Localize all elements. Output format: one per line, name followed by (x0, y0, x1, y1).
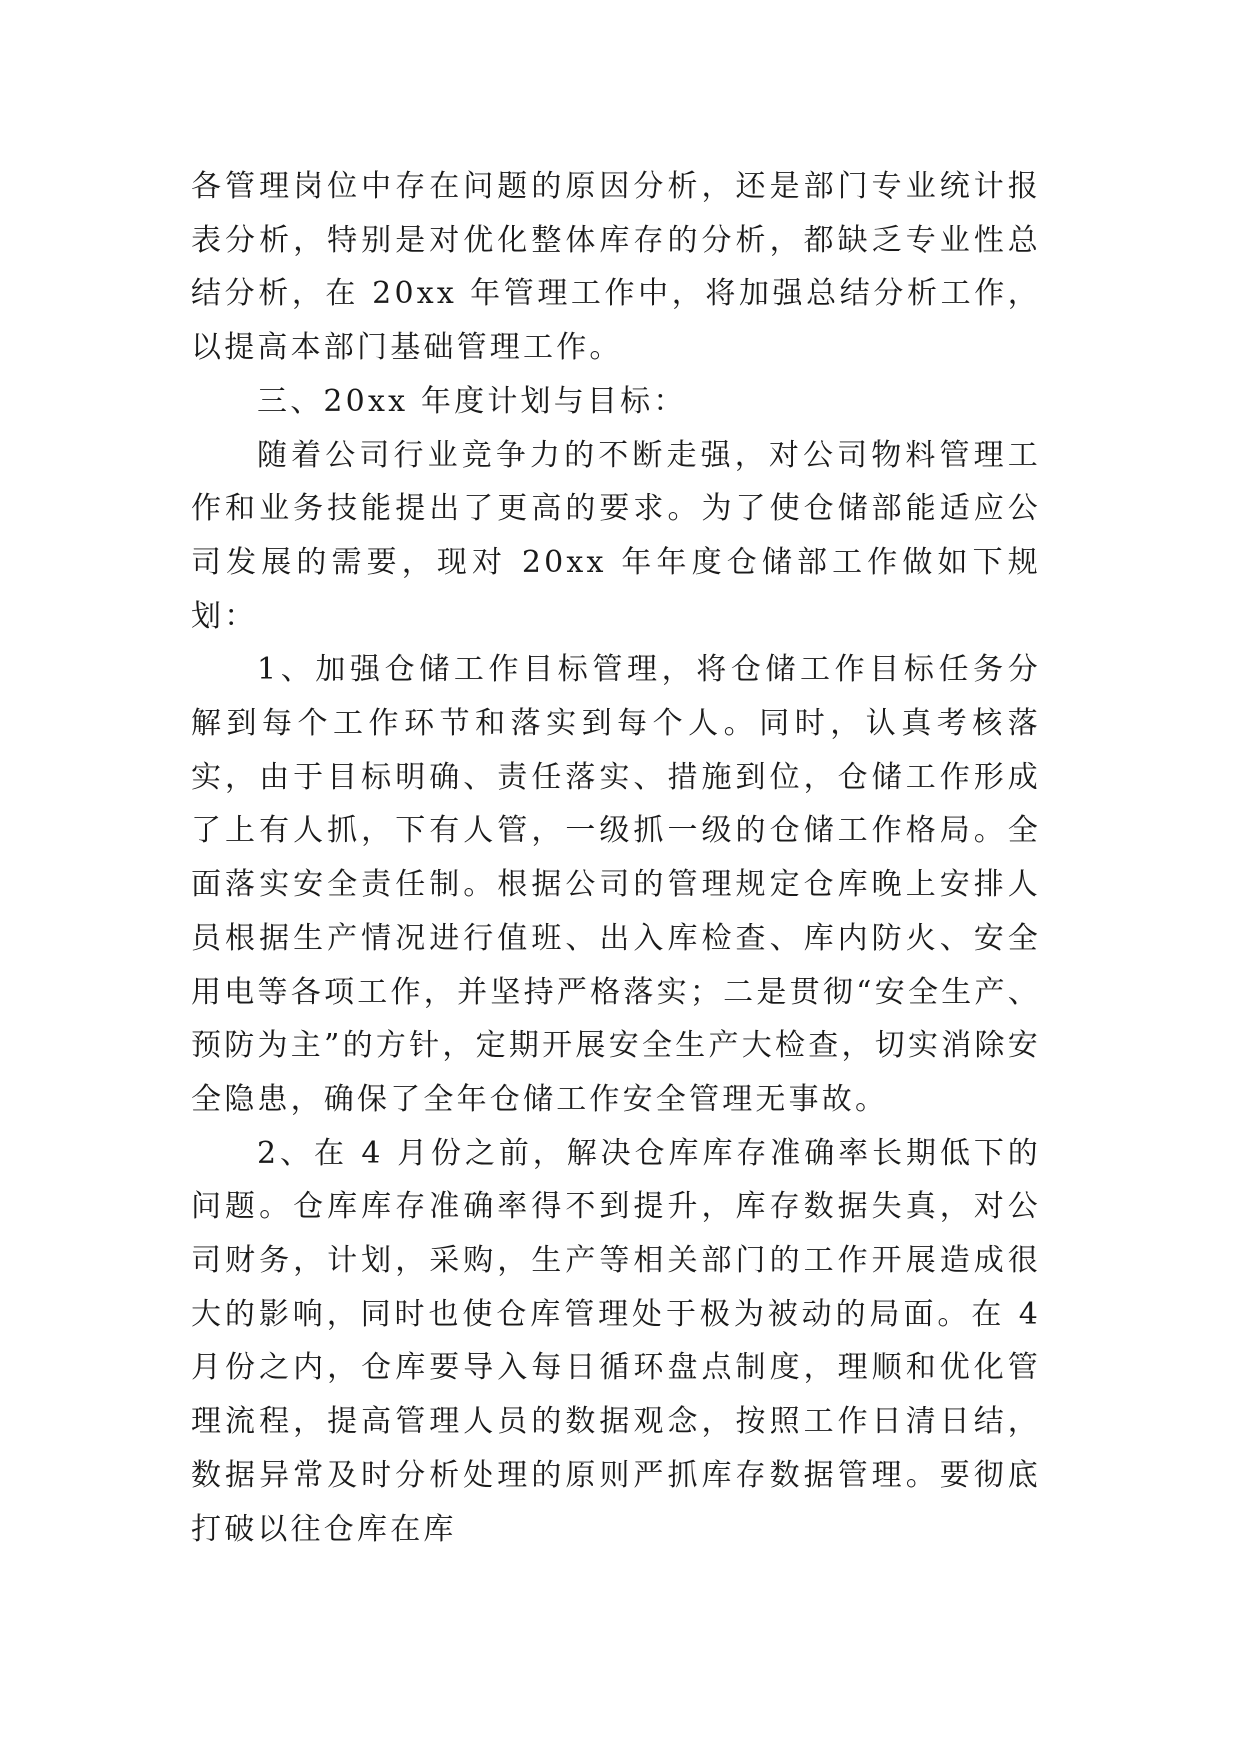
paragraph-plan-intro: 随着公司行业竞争力的不断走强，对公司物料管理工作和业务技能提出了更高的要求。为了使仓储部能适应公司发展的需要，现对 20xx 年年度仓储部工作做如下规划： (191, 437, 1041, 634)
section-heading-plan-goals: 三、20xx 年度计划与目标： (257, 383, 687, 419)
document-body (191, 160, 1041, 1556)
paragraph-item-2: 2、在 4 月份之前，解决仓库库存准确率长期低下的问题。仓库库存准确率得不到提升，库存数据失真，对公司财务，计划，采购，生产等相关部门的工作开展造成很大的影响，同时也使仓库管理处于极为被动的局面。在 4 月份之内，仓库要导入每日循环盘点制度，理顺和优化管理流程，提高管理人员的数据观念，按照工作日清日结，数据异常及时分析处理的原则严抓库存数据管理。要彻底打破以往仓库在库 (191, 1135, 1041, 1547)
paragraph-summary-analysis: 各管理岗位中存在问题的原因分析，还是部门专业统计报表分析，特别是对优化整体库存的分析，都缺乏专业性总结分析，在 20xx 年管理工作中，将加强总结分析工作，以提高本部门基础管理工作。 (191, 169, 1041, 366)
paragraph-item-1: 1、加强仓储工作目标管理，将仓储工作目标任务分解到每个工作环节和落实到每个人。同时，认真考核落实，由于目标明确、责任落实、措施到位，仓储工作形成了上有人抓，下有人管，一级抓一级的仓储工作格局。全面落实安全责任制。根据公司的管理规定仓库晚上安排人员根据生产情况进行值班、出入库检查、库内防火、安全用电等各项工作，并坚持严格落实；二是贯彻“安全生产、预防为主”的方针，定期开展安全生产大检查，切实消除安全隐患，确保了全年仓储工作安全管理无事故。 (191, 652, 1041, 1117)
